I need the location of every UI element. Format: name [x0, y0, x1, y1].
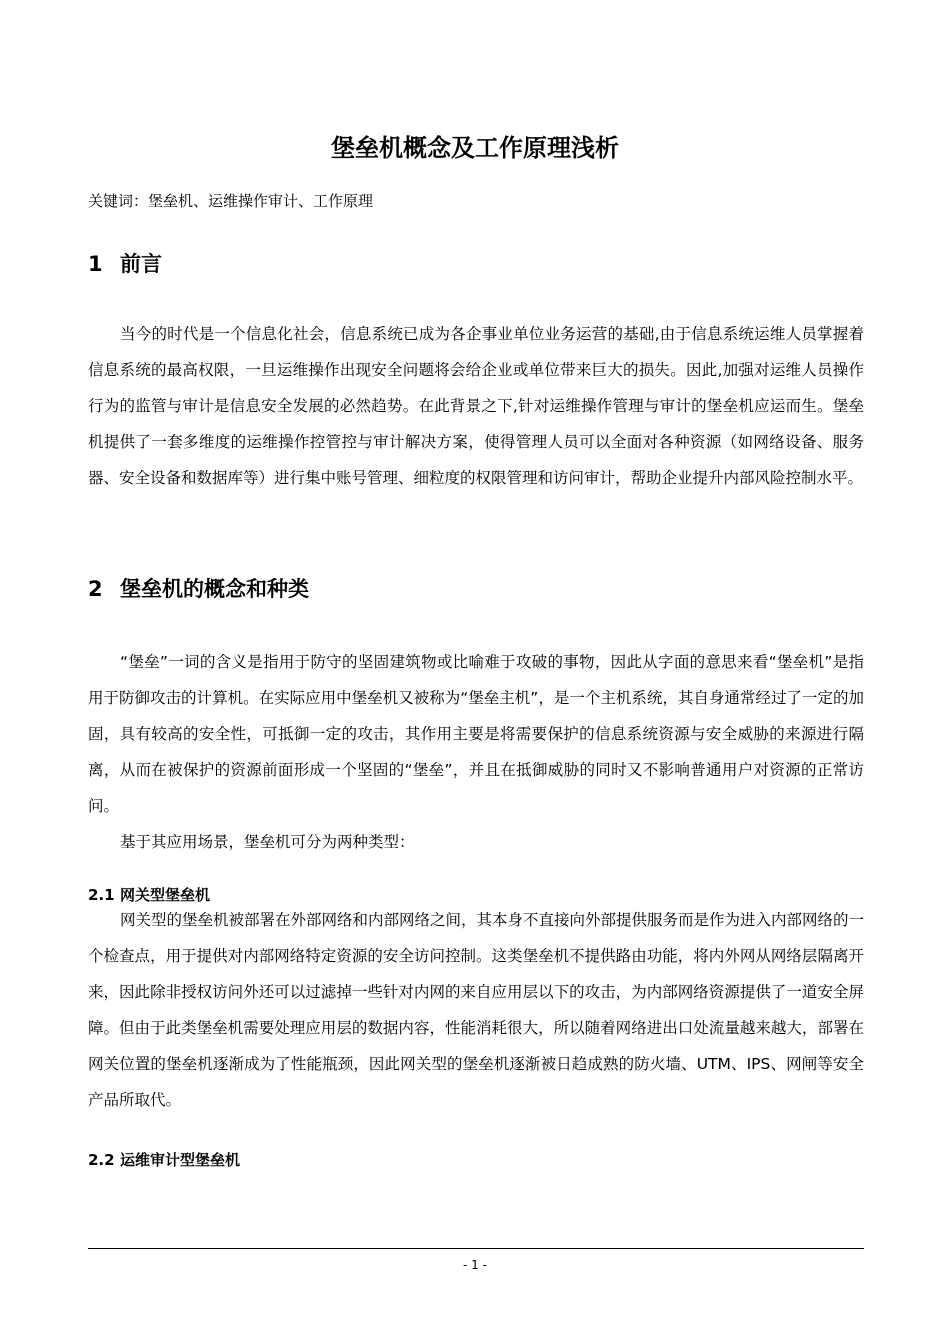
section-title: 前言	[120, 252, 162, 276]
section-number: 2	[88, 577, 103, 601]
keywords-line: 关键词：堡垒机、运维操作审计、工作原理	[88, 192, 374, 210]
subsection-title: 网关型堡垒机	[120, 886, 211, 904]
paragraph: 当今的时代是一个信息化社会，信息系统已成为各企事业单位业务运营的基础,由于信息系统运维人员掌握着信息系统的最高权限，一旦运维操作出现安全问题将会给企业或单位带来巨大的损失。因此,加强对运维人员操作行为的监管与审计是信息安全发展的必然趋势。在此背景之下,针对运维操作管理与审计的堡垒机应运而生。堡垒机提供了一套多维度的运维操作控管控与审计解决方案，使得管理人员可以全面对各种资源（如网络设备、服务器、安全设备和数据库等）进行集中账号管理、细粒度的权限管理和访问审计，帮助企业提升内部风险控制水平。	[88, 325, 864, 487]
paragraph: 基于其应用场景，堡垒机可分为两种类型：	[120, 833, 415, 851]
section-2-heading	[88, 575, 309, 603]
subsection-2-2-heading	[88, 1149, 240, 1171]
subsection-title: 运维审计型堡垒机	[120, 1151, 241, 1169]
section-title: 堡垒机的概念和种类	[120, 577, 309, 601]
page-number: - 1 -	[463, 1258, 487, 1272]
paragraph: 网关型的堡垒机被部署在外部网络和内部网络之间，其本身不直接向外部提供服务而是作为进入内部网络的一个检查点，用于提供对内部网络特定资源的安全访问控制。这类堡垒机不提供路由功能，将内外网从网络层隔离开来，因此除非授权访问外还可以过滤掉一些针对内网的来自应用层以下的攻击，为内部网络资源提供了一道安全屏障。但由于此类堡垒机需要处理应用层的数据内容，性能消耗很大，所以随着网络进出口处流量越来越大，部署在网关位置的堡垒机逐渐成为了性能瓶颈，因此网关型的堡垒机逐渐被日趋成熟的防火墙、UTM、IPS、网闸等安全产品所取代。	[88, 911, 865, 1109]
section-number: 1	[88, 252, 103, 276]
footer-divider	[88, 1248, 864, 1249]
section-1-heading	[88, 250, 162, 278]
subsection-number: 2.2	[88, 1151, 115, 1169]
subsection-number: 2.1	[88, 886, 115, 904]
paragraph: “堡垒”一词的含义是指用于防守的坚固建筑物或比喻难于攻破的事物，因此从字面的意思来看“堡垒机”是指用于防御攻击的计算机。在实际应用中堡垒机又被称为“堡垒主机”，是一个主机系统，其自身通常经过了一定的加固，具有较高的安全性，可抵御一定的攻击，其作用主要是将需要保护的信息系统资源与安全威胁的来源进行隔离，从而在被保护的资源前面形成一个坚固的“堡垒”，并且在抵御威胁的同时又不影响普通用户对资源的正常访问。	[88, 653, 864, 815]
document-title: 堡垒机概念及工作原理浅析	[331, 134, 619, 162]
